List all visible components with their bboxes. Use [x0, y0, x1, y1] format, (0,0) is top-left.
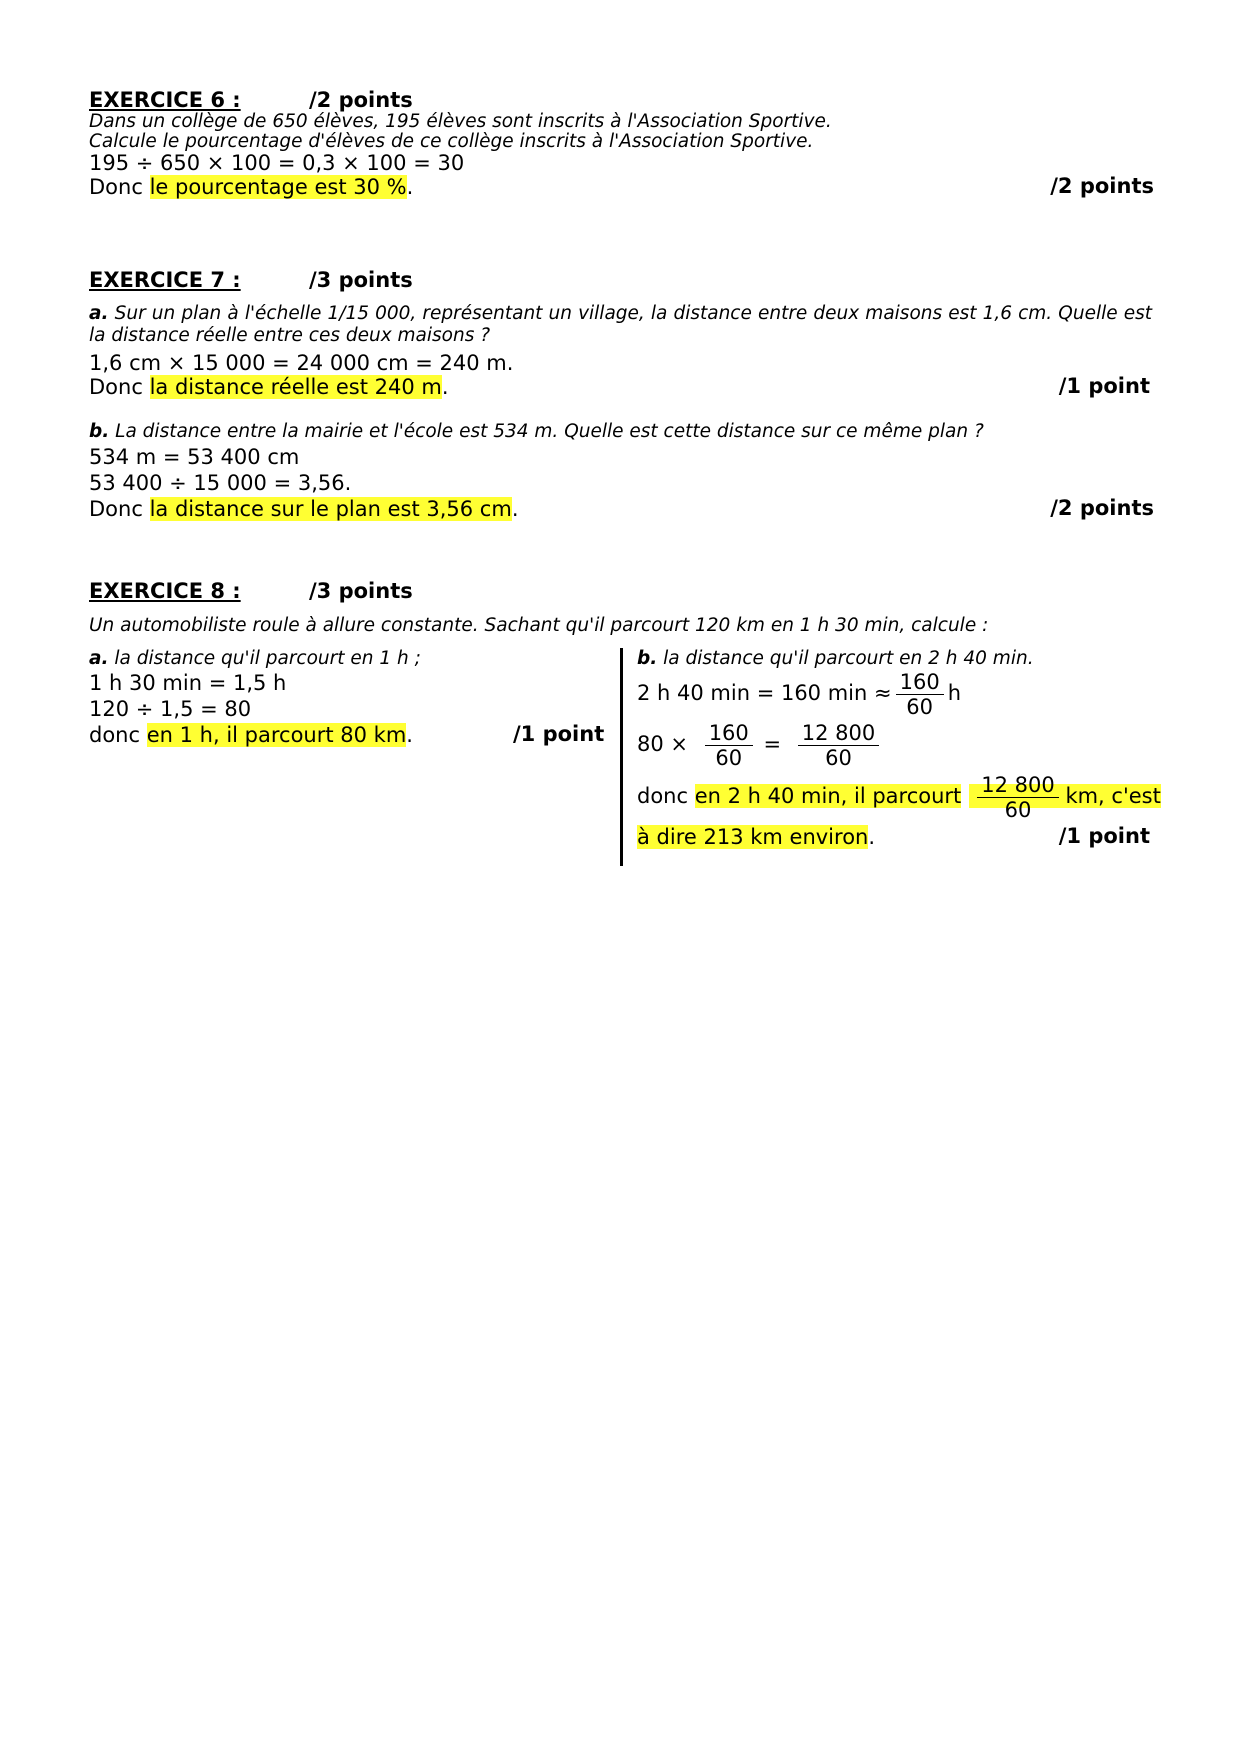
fraction: [705, 721, 753, 770]
exercise-7-part-b-calculation-1: 534 m = 53 400 cm: [89, 445, 300, 469]
answer-highlight: à dire 213 km environ: [637, 825, 869, 849]
exercise-8-part-a-answer-highlight: en 1 h, il parcourt 80 km: [146, 723, 407, 747]
exercise-8-title: EXERCICE 8 :: [89, 579, 241, 603]
answer-suffix: .: [441, 375, 449, 399]
exercise-6-answer: [89, 174, 413, 200]
exercise-7-header: [89, 268, 413, 292]
exercise-7-part-b-score: /2 points: [1050, 496, 1154, 520]
exercise-7-part-b-answer-highlight: la distance sur le plan est 3,56 cm: [149, 497, 512, 521]
exercise-7-points: /3 points: [309, 268, 413, 292]
answer-suffix: .: [868, 825, 876, 849]
exercise-8-points: /3 points: [309, 579, 413, 603]
exercise-8-part-b-calculation-1: [637, 668, 961, 719]
fraction-numerator: 160: [705, 721, 753, 746]
exercise-8-part-b-answer-line-1: [637, 771, 1161, 822]
equals-sign: =: [763, 732, 782, 756]
part-b-text: La distance entre la mairie et l'école est 534 m. Quelle est cette distance sur ce même plan ?: [109, 421, 984, 442]
part-b-label: b.: [89, 421, 110, 442]
fraction-denominator: 60: [825, 745, 852, 770]
answer-prefix: donc: [89, 723, 147, 747]
fraction-numerator: 160: [896, 670, 944, 695]
exercise-8-part-b-statement: [637, 648, 1034, 670]
exercise-6-statement-2: Calcule le pourcentage d'élèves de ce collège inscrits à l'Association Sportive.: [89, 131, 814, 152]
exercise-8-header: [89, 579, 413, 603]
answer-prefix: Donc: [89, 375, 150, 399]
exercise-8-part-a-statement: [89, 648, 421, 670]
answer-suffix: .: [406, 175, 414, 199]
exercise-6-statement-1: Dans un collège de 650 élèves, 195 élèves sont inscrits à l'Association Sportive.: [89, 111, 832, 132]
exercise-6-header: [89, 88, 413, 112]
fraction: [896, 670, 944, 719]
answer-prefix: donc: [637, 784, 695, 808]
part-b-text: la distance qu'il parcourt en 2 h 40 min.: [657, 648, 1034, 669]
fraction: [977, 773, 1058, 822]
answer-prefix: Donc: [89, 497, 150, 521]
answer-highlight: en 2 h 40 min, il parcourt: [694, 784, 962, 808]
exercise-7-part-b-statement: [89, 421, 984, 443]
part-a-label: a.: [89, 648, 109, 669]
exercise-7-part-a-answer-highlight: la distance réelle est 240 m: [149, 375, 442, 399]
exercise-7-part-a-score: /1 point: [1058, 374, 1150, 398]
calc-text: 2 h 40 min = 160 min ≈: [637, 681, 892, 705]
answer-suffix: .: [406, 723, 413, 747]
exercise-7-part-a-statement: [89, 303, 1152, 347]
calc-text: 80 ×: [637, 732, 688, 756]
part-a-text: la distance qu'il parcourt en 1 h ;: [108, 648, 421, 669]
column-separator: [620, 648, 623, 866]
part-a-text: Sur un plan à l'échelle 1/15 000, représentant un village, la distance entre deux maisons est 1,6 cm. Quelle est la distance réelle entre ces deux maisons ?: [89, 303, 1152, 346]
answer-prefix: Donc: [89, 175, 150, 199]
fraction: [798, 721, 879, 770]
part-b-label: b.: [637, 648, 658, 669]
exercise-8-statement: Un automobiliste roule à allure constante. Sachant qu'il parcourt 120 km en 1 h 30 min, calcule :: [89, 615, 989, 636]
exercise-8-part-b-answer-line-2: [637, 824, 875, 850]
exercise-7-part-b-calculation-2: 53 400 ÷ 15 000 = 3,56.: [89, 471, 352, 495]
exercise-6-answer-highlight: le pourcentage est 30 %: [149, 175, 407, 199]
exercise-6-points: /2 points: [309, 88, 413, 112]
fraction-numerator: 12 800: [798, 721, 879, 746]
exercise-8-part-b-score: /1 point: [1058, 824, 1150, 848]
exercise-8-part-a-calculation-1: 1 h 30 min = 1,5 h: [89, 671, 287, 695]
answer-highlight: km, c'est: [1058, 784, 1161, 808]
exercise-7-part-b-answer: [89, 496, 519, 522]
exercise-8-part-a-score: /1 point: [513, 722, 605, 746]
exercise-8-part-b-calculation-2: [637, 719, 883, 770]
answer-suffix: .: [511, 497, 519, 521]
fraction-denominator: 60: [1004, 797, 1032, 822]
fraction-denominator: 60: [715, 745, 743, 770]
fraction-numerator: 12 800: [977, 773, 1058, 798]
calc-unit: h: [947, 681, 962, 705]
exercise-7-part-a-answer: [89, 374, 449, 400]
part-a-label: a.: [89, 303, 109, 324]
exercise-8-part-a-calculation-2: 120 ÷ 1,5 = 80: [89, 697, 252, 721]
exercise-6-score: /2 points: [1050, 174, 1154, 198]
exercise-7-title: EXERCICE 7 :: [89, 268, 241, 292]
exercise-8-part-a-answer: [89, 722, 413, 748]
fraction-denominator: 60: [906, 694, 934, 719]
exercise-7-part-a-calculation: 1,6 cm × 15 000 = 24 000 cm = 240 m.: [89, 351, 514, 375]
exercise-6-title: EXERCICE 6 :: [89, 88, 241, 112]
exercise-6-calculation: 195 ÷ 650 × 100 = 0,3 × 100 = 30: [89, 151, 465, 175]
